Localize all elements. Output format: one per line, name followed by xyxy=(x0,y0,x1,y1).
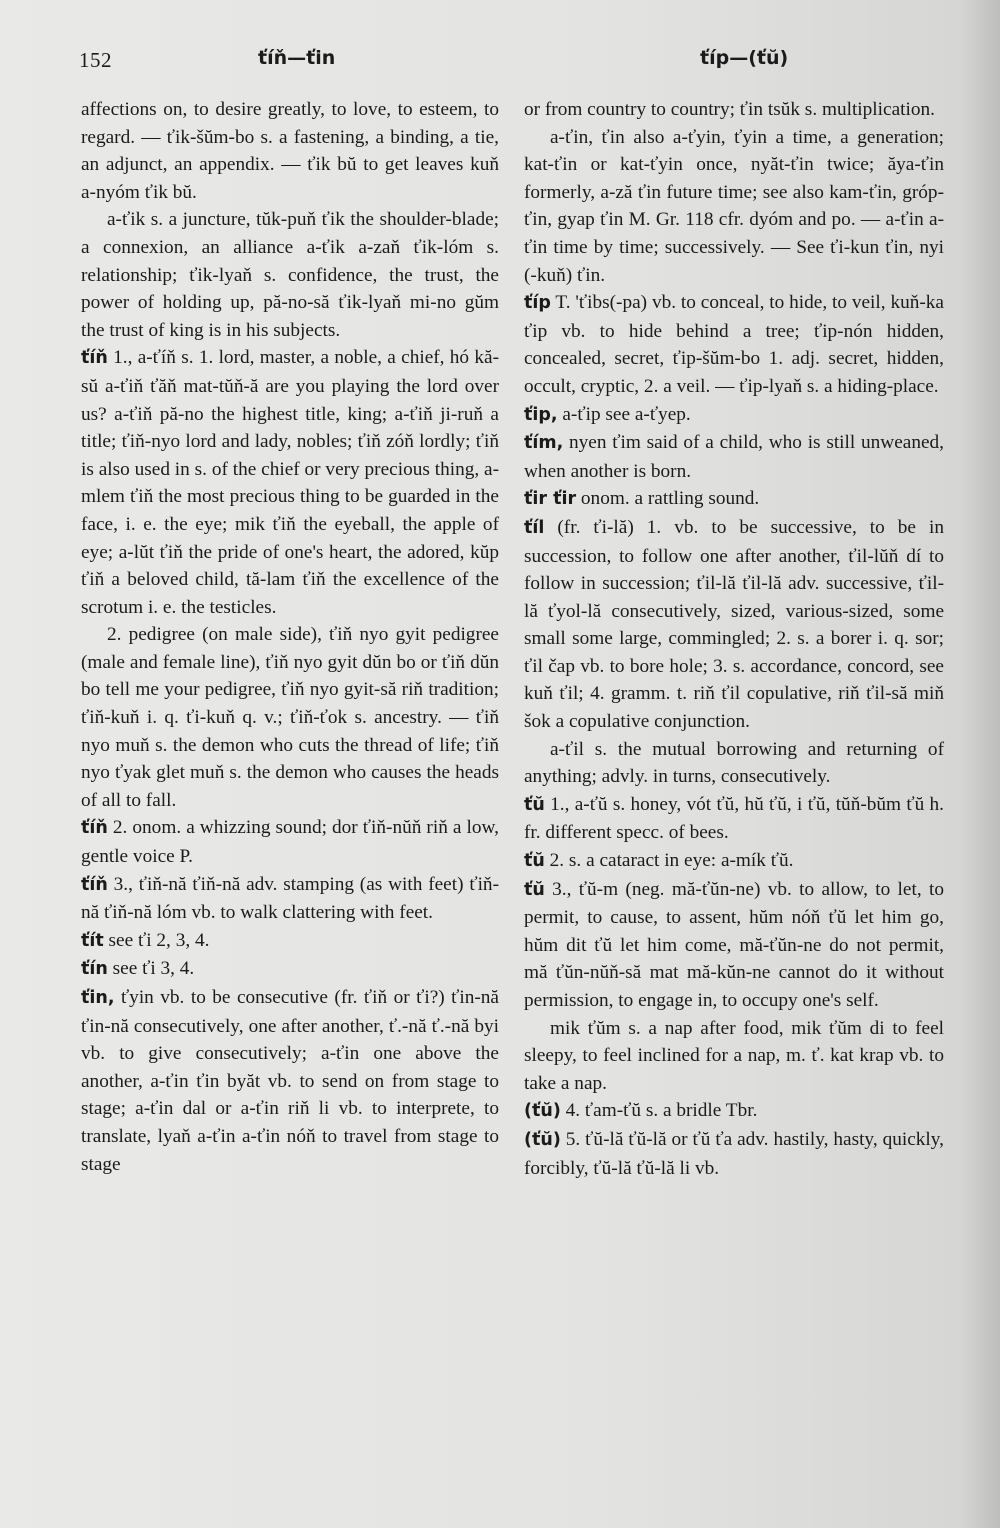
dictionary-entry xyxy=(81,927,499,956)
entry-text: or from country to country; ťin tsŭk s. multiplication. xyxy=(524,99,935,120)
entry-text: a-ťik s. a juncture, tŭk-puň ťik the shoulder-blade; a connexion, an alliance a-ťik a-zaň ťik-lóm s. relationship; ťik-lyaň s. confidence, the trust, the power of holding up, pă-no-să ťik-lyaň mi-no gŭm the trust of king is in his subjects. xyxy=(81,209,499,341)
entry-headword: ťŭ xyxy=(524,851,545,872)
entry-headword: ťíň xyxy=(81,874,108,895)
entry-paragraph xyxy=(524,736,944,791)
entry-headword: ťít xyxy=(81,930,104,951)
entry-headword: ťíň xyxy=(81,348,108,369)
dictionary-entry xyxy=(81,344,499,621)
entry-text: T. 'ťibs(-pa) vb. to conceal, to hide, to veil, kuň-ka ťip vb. to hide behind a tree; ťip-nón hidden, concealed, secret, ťip-šŭm-bo 1. adj. secret, hidden, occult, cryptic, 2. a veil. — ťip-lyaň s. a hiding-place. xyxy=(524,292,944,397)
entry-text: a-ťin, ťin also a-ťyin, ťyin a time, a generation; kat-ťin or kat-ťyin once, nyăt-ťin twice; ăya-ťin formerly, a-ză ťin future time; see also kam-ťin, gróp-ťin, gyap ťin M. Gr. 118 cfr. dyóm and po. — a-ťin a-ťin time by time; successively. — See ťi-kun ťin, nyi (-kuň) ťin. xyxy=(524,126,944,286)
right-column xyxy=(524,96,944,1182)
entry-paragraph xyxy=(524,96,944,124)
dictionary-entry xyxy=(81,955,499,984)
entry-paragraph xyxy=(524,124,944,290)
running-head-left: ťíň—ťin xyxy=(258,47,336,69)
dictionary-entry xyxy=(524,876,944,1015)
entry-text: onom. a rattling sound. xyxy=(576,488,760,510)
entry-headword: ťin, xyxy=(81,988,115,1008)
entry-text: mik ťŭm s. a nap after food, mik ťŭm di to feel sleepy, to feel inclined for a nap, m. ť. kat krap vb. to take a nap. xyxy=(524,1017,944,1094)
dictionary-entry xyxy=(524,791,944,847)
dictionary-entry xyxy=(81,871,499,927)
entry-paragraph xyxy=(524,1015,944,1098)
dictionary-entry xyxy=(524,1097,944,1126)
entry-text: see ťi 2, 3, 4. xyxy=(103,929,210,951)
entry-text: a-ťip see a-ťyep. xyxy=(557,403,691,425)
running-head-right: ťíp—(ťŭ) xyxy=(700,47,789,69)
entry-text: see ťi 3, 4. xyxy=(107,958,195,980)
entry-headword: ťín xyxy=(81,959,108,980)
entry-text: 3., ťiň-nă ťiň-nă adv. stamping (as with feet) ťiň-nă ťiň-nă lóm vb. to walk clattering with feet. xyxy=(81,873,499,924)
entry-paragraph xyxy=(81,96,499,206)
entry-text: (fr. ťi-lă) 1. vb. to be successive, to be in succession, to follow one after another, ťil-lŭň dí to follow in succession; ťil-lă ťil-lă adv. successive, ťil-lă ťyol-lă consecutively, sized, various-sized, some small some large, commingled; 2. s. a borer i. q. sor; ťil čap vb. to bore hole; 3. s. accordance, concord, see kuň ťil; 4. gramm. t. riň ťil copulative, riň ťil-să miň šok a copulative conjunction. xyxy=(524,516,944,733)
entry-text: 3., ťŭ-m (neg. mă-ťŭn-ne) vb. to allow, to let, to permit, to cause, to assent, hŭm nóň ťŭ let him go, hŭm dit ťŭ let him come, mă-ťŭn-ne do not permit, mă ťŭn-nŭň-să mat mă-kŭn-ne cannot do it without permission, to engage in, to occupy one's self. xyxy=(524,878,944,1011)
dictionary-entry xyxy=(524,485,944,514)
dictionary-entry xyxy=(524,429,944,485)
dictionary-entry xyxy=(81,814,499,870)
entry-text: ťyin vb. to be consecutive (fr. ťiň or ťi?) ťin-nă ťin-nă consecutively, one after another, ť.-nă ť.-nă byi vb. to give consecutively; a-ťin one above the another, a-ťin ťin byăt vb. to send on from stage to stage; a-ťin dal or a-ťin riň li vb. to interprete, to translate, lyaň a-ťin a-ťin nóň to travel from stage to stage xyxy=(81,987,499,1175)
entry-headword: (ťŭ) xyxy=(524,1129,561,1150)
dictionary-entry xyxy=(524,401,944,430)
entry-text: a-ťil s. the mutual borrowing and returning of anything; advly. in turns, consecutively. xyxy=(524,738,944,788)
entry-paragraph xyxy=(81,206,499,344)
dictionary-entry xyxy=(524,847,944,876)
entry-text: 1., a-ťíň s. 1. lord, master, a noble, a chief, hó kă-sŭ a-ťiň ťăň mat-tŭň-ă are you playing the lord over us? a-ťiň pă-no the highest title, king; a-ťiň ji-ruň a title; ťiň-nyo lord and lady, nobles; ťiň zóň lordly; ťiň is also used in s. of the chief or very precious thing, a-mlem ťiň the most precious thing to be guarded in the face, i. e. the eye; mik ťiň the eyeball, the apple of eye; a-lŭt ťiň the pride of one's heart, the adored, kŭp ťiň a beloved child, tă-lam ťiň the excellence of the scrotum i. e. the testicles. xyxy=(81,347,499,618)
entry-text: 4. ťam-ťŭ s. a bridle Tbr. xyxy=(560,1100,758,1122)
entry-headword: ťíl xyxy=(524,517,545,538)
entry-headword: ťir ťir xyxy=(524,489,577,510)
entry-text: nyen ťim said of a child, who is still unweaned, when another is born. xyxy=(524,432,944,482)
entry-text: 1., a-ťŭ s. honey, vót ťŭ, hŭ ťŭ, i ťŭ, tŭň-bŭm ťŭ h. fr. different specc. of bees. xyxy=(524,793,944,844)
entry-text: 2. pedigree (on male side), ťiň nyo gyit pedigree (male and female line), ťiň nyo gyit dŭn bo or ťiň dŭn bo tell me your pedigree, ťiň nyo gyit-să riň tradition; ťiň-kuň i. q. ťi-kuň q. v.; ťiň-ťok s. ancestry. — ťiň nyo muň s. the demon who cuts the thread of life; ťiň nyo ťyak glet muň s. the demon who causes the heads of all to fall. xyxy=(81,624,499,811)
dictionary-entry xyxy=(524,1126,944,1182)
entry-headword: ťŭ xyxy=(524,794,545,815)
entry-headword: ťím, xyxy=(524,433,564,454)
entry-text: 2. onom. a whizzing sound; dor ťiň-nŭň riň a low, gentle voice P. xyxy=(81,817,499,868)
entry-headword: ťíp xyxy=(524,293,551,314)
dictionary-entry xyxy=(524,514,944,736)
entry-text: 2. s. a cataract in eye: a-mík ťŭ. xyxy=(544,850,794,872)
entry-text: affections on, to desire greatly, to love, to esteem, to regard. — ťik-šŭm-bo s. a fastening, a binding, a tie, an adjunct, an appendix. — ťik bŭ to get leaves kuň a-nyóm ťik bŭ. xyxy=(81,99,499,203)
dictionary-entry xyxy=(81,984,499,1178)
entry-headword: ťŭ xyxy=(524,879,545,900)
entry-paragraph xyxy=(81,621,499,814)
entry-text: 5. ťŭ-lă ťŭ-lă or ťŭ ťa adv. hastily, hasty, quickly, forcibly, ťŭ-lă ťŭ-lă li vb. xyxy=(524,1128,944,1179)
page-number: 152 xyxy=(79,48,112,72)
entry-headword: ťip, xyxy=(524,404,558,425)
dictionary-entry xyxy=(524,289,944,400)
entry-headword: ťíň xyxy=(81,818,108,839)
left-column xyxy=(81,96,499,1178)
entry-headword: (ťŭ) xyxy=(524,1101,561,1122)
